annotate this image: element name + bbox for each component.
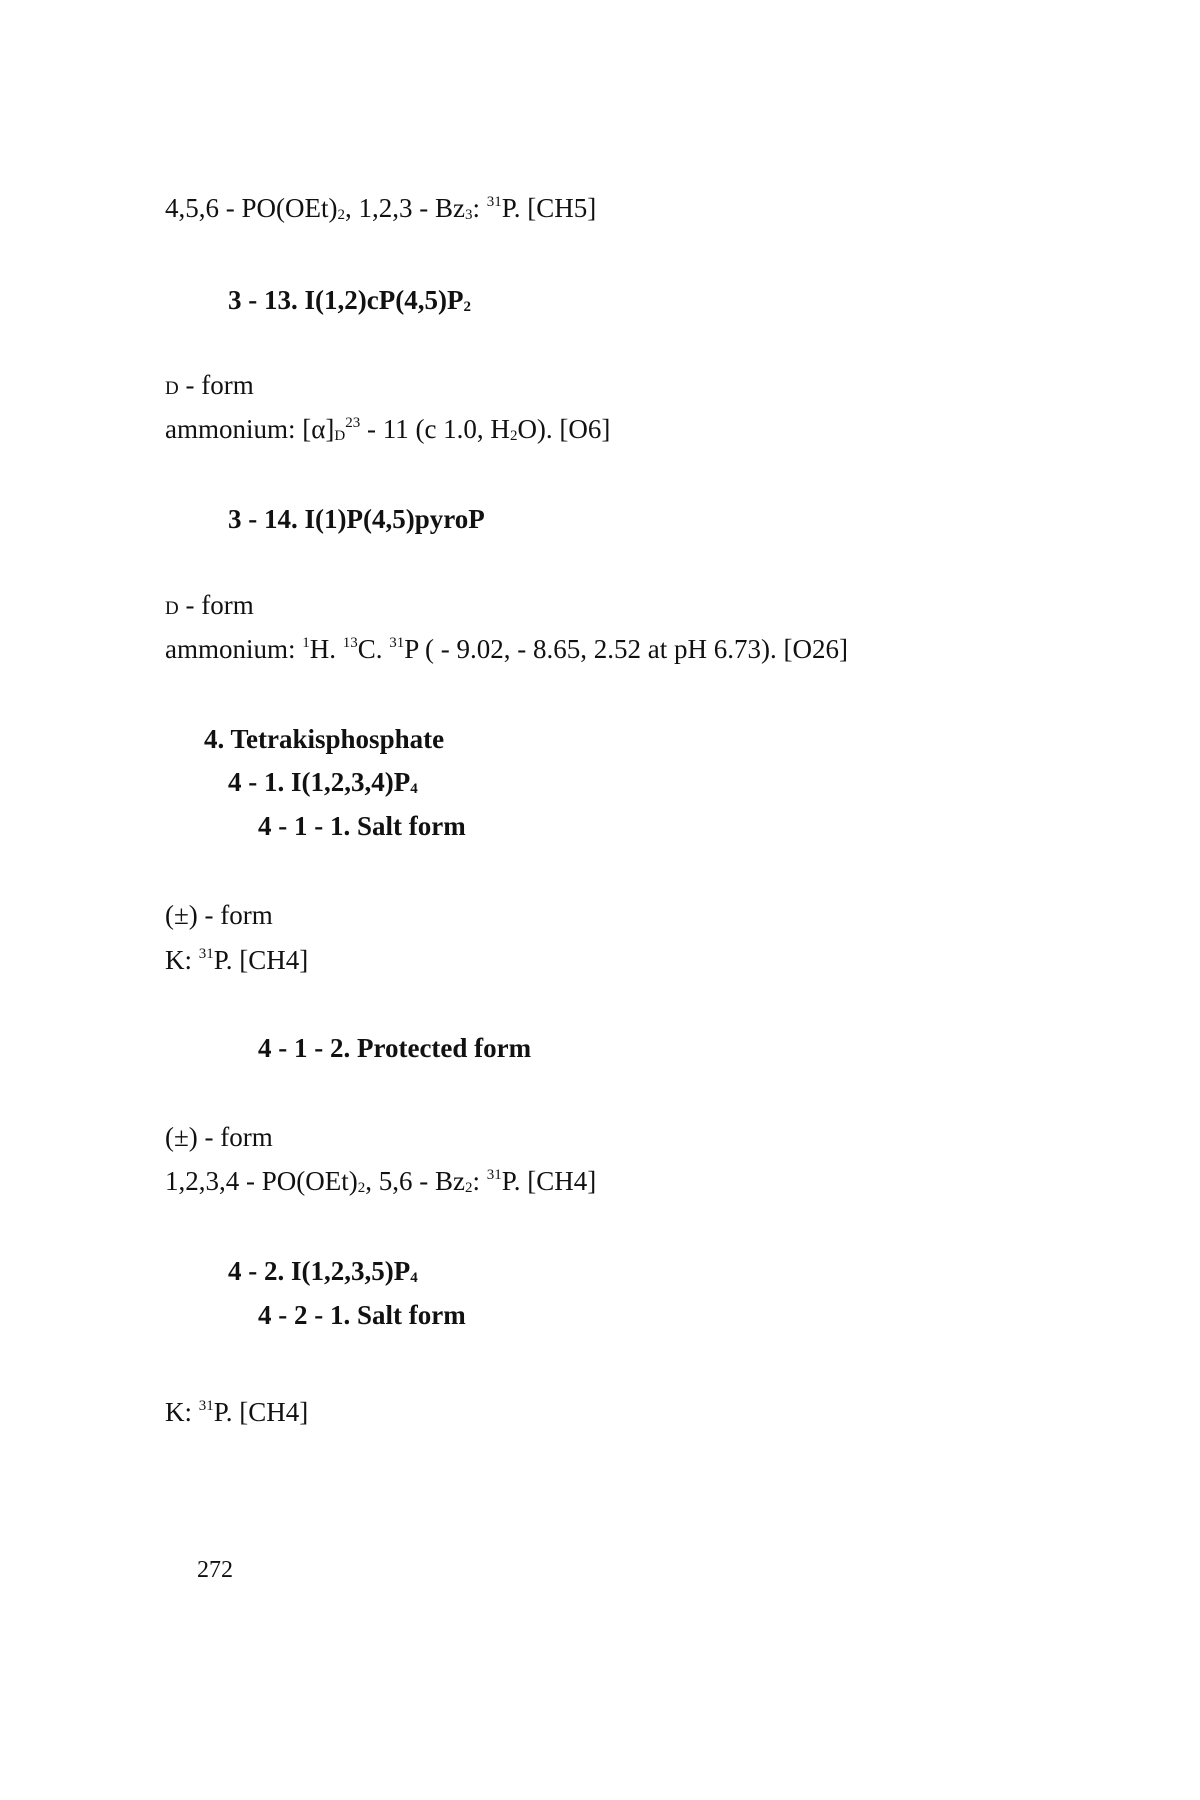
k-line-2: K: $^{31}$P. [CH4] — [165, 1397, 309, 1427]
heading-3-13: 3 - 13. I(1,2)cP(4,5)P2 — [228, 285, 471, 315]
d-form-label-2: d - form — [165, 590, 254, 620]
d-form-label-1: d - form — [165, 370, 254, 400]
pm-form-label-2: (±) - form — [165, 1122, 273, 1152]
heading-4-tetrakisphosphate: 4. Tetrakisphosphate — [204, 724, 445, 754]
heading-4-1-2: 4 - 1 - 2. Protected form — [258, 1033, 532, 1063]
heading-4-2-1: 4 - 2 - 1. Salt form — [258, 1300, 466, 1330]
heading-3-14: 3 - 14. I(1)P(4,5)pyroP — [228, 504, 485, 534]
heading-4-1-1: 4 - 1 - 1. Salt form — [258, 811, 466, 841]
protected-form-line: 1,2,3,4 - PO(OEt)2, 5,6 - Bz2: $^{31}$P. [CH4] — [165, 1166, 597, 1196]
continuation-line: 4,5,6 - PO(OEt)2, 1,2,3 - Bz3: $^{31}$P. [CH5] — [165, 193, 597, 223]
page-number: 272 — [197, 1557, 233, 1583]
ammonium-line-2: ammonium: $^1$H. $^{13}$C. $^{31}$P ( - 9.02, - 8.65, 2.52 at pH 6.73). [O26] — [165, 634, 848, 664]
pm-form-label-1: (±) - form — [165, 900, 273, 930]
heading-4-1: 4 - 1. I(1,2,3,4)P4 — [228, 767, 418, 797]
k-line-1: K: $^{31}$P. [CH4] — [165, 945, 309, 975]
heading-4-2: 4 - 2. I(1,2,3,5)P4 — [228, 1256, 418, 1286]
ammonium-line-1: ammonium: $[\alpha]D^{23} - 11$ (c 1.0, H2O). [O6] — [165, 414, 611, 444]
